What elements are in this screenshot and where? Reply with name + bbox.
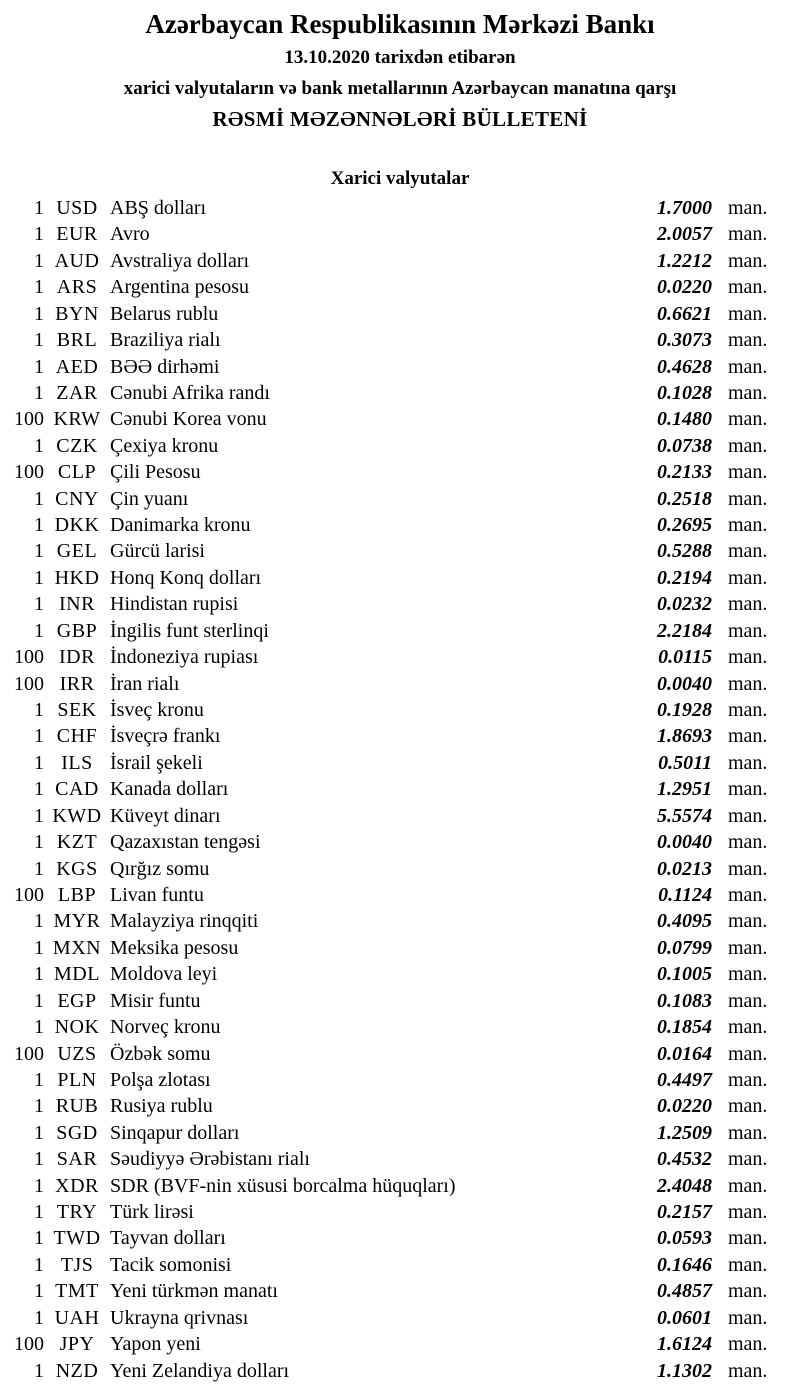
rate-cell: 0.4532 (657, 1148, 712, 1171)
table-row (0, 723, 800, 749)
table-row (0, 565, 800, 591)
currency-name-cell: Ukrayna qrivnası (110, 1306, 249, 1329)
rate-cell: 0.4497 (657, 1068, 712, 1091)
currency-name-cell: Tacik somonisi (110, 1253, 232, 1276)
rate-cell: 0.0738 (657, 434, 712, 457)
rate-cell: 0.6621 (657, 302, 712, 325)
currency-name-cell: Tayvan dolları (110, 1227, 226, 1250)
unit-cell: man. (728, 936, 768, 959)
table-row (0, 776, 800, 802)
currency-name-cell: İsveçrə frankı (110, 725, 221, 748)
unit-cell: man. (728, 461, 768, 484)
table-row (0, 882, 800, 908)
currency-name-cell: İngilis funt sterlinqi (110, 619, 269, 642)
quantity-cell: 1 (34, 381, 44, 404)
unit-cell: man. (728, 381, 768, 404)
currency-code-cell: HKD (54, 566, 100, 589)
rate-cell: 0.2157 (657, 1201, 712, 1224)
currency-code-cell: NZD (55, 1359, 99, 1382)
rate-cell: 1.2212 (657, 249, 712, 272)
quantity-cell: 1 (34, 857, 44, 880)
quantity-cell: 1 (34, 249, 44, 272)
table-row (0, 1358, 800, 1384)
currency-name-cell: Belarus rublu (110, 302, 219, 325)
currency-code-cell: IRR (59, 672, 95, 695)
table-row (0, 1331, 800, 1357)
currency-name-cell: İsveç kronu (110, 699, 204, 722)
currency-code-cell: BRL (56, 329, 98, 352)
unit-cell: man. (728, 1333, 768, 1356)
unit-cell: man. (728, 857, 768, 880)
table-row (0, 459, 800, 485)
unit-cell: man. (728, 751, 768, 774)
currency-name-cell: Argentina pesosu (110, 276, 250, 299)
effective-date-line: 13.10.2020 tarixdən etibarən (284, 47, 516, 68)
rate-cell: 1.8693 (657, 725, 712, 748)
currency-code-cell: MDL (54, 963, 100, 986)
currency-name-cell: Cənubi Afrika randı (110, 381, 270, 404)
currency-code-cell: SGD (56, 1121, 98, 1144)
quantity-cell: 1 (34, 540, 44, 563)
unit-cell: man. (728, 646, 768, 669)
unit-cell: man. (728, 1359, 768, 1382)
currency-name-cell: İsrail şekeli (110, 751, 203, 774)
table-row (0, 195, 800, 221)
currency-code-cell: NOK (54, 1016, 100, 1039)
currency-code-cell: GEL (56, 540, 98, 563)
table-row (0, 327, 800, 353)
quantity-cell: 1 (34, 699, 44, 722)
unit-cell: man. (728, 197, 768, 219)
currency-name-cell: İran rialı (110, 672, 180, 695)
currency-code-cell: USD (56, 197, 98, 219)
currency-name-cell: Meksika pesosu (110, 936, 239, 959)
bulletin-header (0, 0, 800, 133)
unit-cell: man. (728, 276, 768, 299)
quantity-cell: 100 (14, 646, 44, 669)
quantity-cell: 1 (34, 302, 44, 325)
currency-code-cell: IDR (59, 646, 95, 669)
rate-cell: 0.0213 (657, 857, 712, 880)
rate-cell: 0.1124 (658, 883, 712, 906)
quantity-cell: 100 (14, 672, 44, 695)
currency-name-cell: Rusiya rublu (110, 1095, 213, 1118)
rate-cell: 0.1646 (657, 1253, 712, 1276)
quantity-cell: 1 (34, 1121, 44, 1144)
quantity-cell: 100 (14, 1333, 44, 1356)
unit-cell: man. (728, 725, 768, 748)
rate-cell: 0.0220 (657, 1095, 712, 1118)
unit-cell: man. (728, 1095, 768, 1118)
quantity-cell: 100 (14, 1042, 44, 1065)
table-row (0, 856, 800, 882)
currency-name-cell: Braziliya rialı (110, 329, 221, 352)
table-row (0, 1093, 800, 1119)
currency-code-cell: KGS (56, 857, 98, 880)
unit-cell: man. (728, 329, 768, 352)
quantity-cell: 1 (34, 1174, 44, 1197)
currency-code-cell: INR (59, 593, 95, 616)
currency-name-cell: Türk lirəsi (110, 1201, 194, 1224)
quantity-cell: 1 (34, 1280, 44, 1303)
quantity-cell: 1 (34, 1148, 44, 1171)
table-row (0, 988, 800, 1014)
currency-code-cell: BYN (55, 302, 99, 325)
unit-cell: man. (728, 223, 768, 246)
unit-cell: man. (728, 672, 768, 695)
rate-cell: 5.5574 (657, 804, 712, 827)
quantity-cell: 1 (34, 936, 44, 959)
quantity-cell: 1 (34, 514, 44, 537)
currency-name-cell: SDR (BVF-nin xüsusi borcalma hüquqları) (110, 1174, 456, 1197)
currency-name-cell: Çili Pesosu (110, 461, 201, 484)
rate-cell: 1.2509 (657, 1121, 712, 1144)
quantity-cell: 1 (34, 778, 44, 801)
unit-cell: man. (728, 989, 768, 1012)
quantity-cell: 1 (34, 1095, 44, 1118)
quantity-cell: 1 (34, 1253, 44, 1276)
rate-cell: 0.3073 (657, 329, 712, 352)
unit-cell: man. (728, 1174, 768, 1197)
currency-name-cell: İndoneziya rupiası (110, 646, 259, 669)
table-row (0, 908, 800, 934)
currency-code-cell: JPY (59, 1333, 95, 1356)
unit-cell: man. (728, 1068, 768, 1091)
unit-cell: man. (728, 910, 768, 933)
table-row (0, 750, 800, 776)
rate-cell: 2.0057 (657, 223, 712, 246)
quantity-cell: 1 (34, 1306, 44, 1329)
currency-code-cell: EGP (57, 989, 97, 1012)
currency-code-cell: UAH (54, 1306, 100, 1329)
table-row (0, 1225, 800, 1251)
currency-name-cell: Norveç kronu (110, 1016, 221, 1039)
quantity-cell: 1 (34, 1201, 44, 1224)
unit-cell: man. (728, 1306, 768, 1329)
table-row (0, 961, 800, 987)
rate-cell: 1.6124 (657, 1333, 712, 1356)
quantity-cell: 1 (34, 725, 44, 748)
currency-code-cell: LBP (57, 883, 97, 906)
unit-cell: man. (728, 831, 768, 854)
rates-table-body (0, 195, 800, 1384)
currency-name-cell: Özbək somu (110, 1042, 211, 1065)
currency-name-cell: Misir funtu (110, 989, 201, 1012)
table-row (0, 803, 800, 829)
unit-cell: man. (728, 963, 768, 986)
currency-code-cell: ZAR (56, 381, 98, 404)
currency-code-cell: EUR (56, 223, 98, 246)
currency-code-cell: ARS (56, 276, 98, 299)
currency-code-cell: KWD (52, 804, 102, 827)
rate-cell: 0.1928 (657, 699, 712, 722)
currency-name-cell: Moldova leyi (110, 963, 218, 986)
quantity-cell: 1 (34, 566, 44, 589)
currency-code-cell: MXN (52, 936, 102, 959)
currency-name-cell: Livan funtu (110, 883, 204, 906)
table-row (0, 248, 800, 274)
currency-name-cell: Gürcü larisi (110, 540, 205, 563)
unit-cell: man. (728, 1201, 768, 1224)
currency-name-cell: Çin yuanı (110, 487, 189, 510)
rate-cell: 0.1083 (657, 989, 712, 1012)
currency-code-cell: TMT (55, 1280, 99, 1303)
table-row (0, 406, 800, 432)
table-row (0, 1014, 800, 1040)
quantity-cell: 1 (34, 831, 44, 854)
unit-cell: man. (728, 1042, 768, 1065)
rate-cell: 0.0040 (657, 831, 712, 854)
quantity-cell: 1 (34, 355, 44, 378)
table-row (0, 644, 800, 670)
quantity-cell: 100 (14, 408, 44, 431)
rate-cell: 1.2951 (657, 778, 712, 801)
unit-cell: man. (728, 355, 768, 378)
unit-cell: man. (728, 514, 768, 537)
unit-cell: man. (728, 1148, 768, 1171)
quantity-cell: 1 (34, 1068, 44, 1091)
rate-cell: 0.1480 (657, 408, 712, 431)
table-row (0, 380, 800, 406)
currency-name-cell: Kanada dolları (110, 778, 229, 801)
currency-name-cell: Honq Konq dolları (110, 566, 262, 589)
rate-cell: 2.2184 (657, 619, 712, 642)
currency-code-cell: XDR (55, 1174, 99, 1197)
unit-cell: man. (728, 434, 768, 457)
rate-cell: 0.0601 (657, 1306, 712, 1329)
unit-cell: man. (728, 593, 768, 616)
rate-cell: 0.2133 (657, 461, 712, 484)
quantity-cell: 1 (34, 1016, 44, 1039)
quantity-cell: 1 (34, 487, 44, 510)
quantity-cell: 1 (34, 1359, 44, 1382)
currency-name-cell: Yeni Zelandiya dolları (110, 1359, 290, 1382)
currency-code-cell: KRW (53, 408, 101, 431)
table-row (0, 591, 800, 617)
currency-name-cell: Danimarka kronu (110, 514, 251, 537)
quantity-cell: 1 (34, 434, 44, 457)
unit-cell: man. (728, 249, 768, 272)
rate-cell: 0.0115 (658, 646, 712, 669)
unit-cell: man. (728, 540, 768, 563)
rate-cell: 0.2695 (657, 514, 712, 537)
rate-cell: 0.0220 (657, 276, 712, 299)
table-row (0, 1173, 800, 1199)
currency-name-cell: Sinqapur dolları (110, 1121, 240, 1144)
unit-cell: man. (728, 408, 768, 431)
table-row (0, 829, 800, 855)
rate-cell: 0.5288 (657, 540, 712, 563)
table-row (0, 1146, 800, 1172)
currency-name-cell: Səudiyyə Ərəbistanı rialı (110, 1148, 310, 1171)
unit-cell: man. (728, 1121, 768, 1144)
table-row (0, 221, 800, 247)
unit-cell: man. (728, 302, 768, 325)
rate-cell: 0.2194 (657, 566, 712, 589)
currency-code-cell: PLN (57, 1068, 97, 1091)
currency-code-cell: AED (55, 355, 99, 378)
currency-name-cell: Avro (110, 223, 150, 246)
table-row (0, 354, 800, 380)
currency-code-cell: SEK (57, 699, 97, 722)
unit-cell: man. (728, 1227, 768, 1250)
table-row (0, 1252, 800, 1278)
currency-code-cell: CNY (55, 487, 99, 510)
currency-code-cell: CZK (56, 434, 98, 457)
quantity-cell: 1 (34, 804, 44, 827)
rate-cell: 0.0040 (657, 672, 712, 695)
currency-code-cell: RUB (55, 1095, 99, 1118)
unit-cell: man. (728, 883, 768, 906)
table-row (0, 1041, 800, 1067)
quantity-cell: 1 (34, 910, 44, 933)
currency-code-cell: TJS (60, 1253, 94, 1276)
unit-cell: man. (728, 778, 768, 801)
rate-cell: 0.0799 (657, 936, 712, 959)
quantity-cell: 1 (34, 751, 44, 774)
currency-name-cell: Çexiya kronu (110, 434, 219, 457)
table-row (0, 1120, 800, 1146)
table-row (0, 935, 800, 961)
currency-code-cell: CLP (57, 461, 97, 484)
table-row (0, 618, 800, 644)
currency-name-cell: Avstraliya dolları (110, 249, 250, 272)
rate-cell: 0.1854 (657, 1016, 712, 1039)
currency-name-cell: Yapon yeni (110, 1333, 201, 1356)
rate-cell: 0.4857 (657, 1280, 712, 1303)
unit-cell: man. (728, 1280, 768, 1303)
currency-name-cell: Hindistan rupisi (110, 593, 239, 616)
rate-cell: 0.1028 (657, 381, 712, 404)
unit-cell: man. (728, 566, 768, 589)
currency-name-cell: BƏƏ dirhəmi (110, 355, 220, 378)
rate-cell: 0.4628 (657, 355, 712, 378)
bulletin-title: RƏSMİ MƏZƏNNƏLƏRİ BÜLLETENİ (212, 107, 588, 131)
table-row (0, 697, 800, 723)
currency-code-cell: UZS (57, 1042, 97, 1065)
table-row (0, 433, 800, 459)
section-title-foreign-currencies: Xarici valyutalar (330, 168, 470, 189)
currency-name-cell: ABŞ dolları (110, 197, 207, 219)
quantity-cell: 1 (34, 1227, 44, 1250)
unit-cell: man. (728, 1253, 768, 1276)
table-row (0, 512, 800, 538)
currency-code-cell: TRY (56, 1201, 98, 1224)
rate-cell: 1.1302 (657, 1359, 712, 1382)
unit-cell: man. (728, 699, 768, 722)
table-row (0, 486, 800, 512)
currency-name-cell: Malayziya rinqqiti (110, 910, 259, 933)
rate-cell: 0.0593 (657, 1227, 712, 1250)
quantity-cell: 1 (34, 593, 44, 616)
table-row (0, 538, 800, 564)
subtitle-line: xarici valyutaların və bank metallarının Azərbaycan manatına qarşı (123, 78, 677, 99)
currency-name-cell: Yeni türkmən manatı (110, 1280, 278, 1303)
quantity-cell: 1 (34, 197, 44, 219)
currency-code-cell: DKK (54, 514, 100, 537)
rate-cell: 0.1005 (657, 963, 712, 986)
unit-cell: man. (728, 487, 768, 510)
rate-cell: 2.4048 (657, 1174, 712, 1197)
currency-name-cell: Qırğız somu (110, 857, 210, 880)
unit-cell: man. (728, 619, 768, 642)
currency-code-cell: ILS (61, 751, 93, 774)
quantity-cell: 100 (14, 883, 44, 906)
currency-name-cell: Polşa zlotası (110, 1068, 211, 1091)
rate-cell: 0.0164 (657, 1042, 712, 1065)
quantity-cell: 100 (14, 461, 44, 484)
currency-code-cell: CHF (56, 725, 98, 748)
table-row (0, 1305, 800, 1331)
table-row (0, 1278, 800, 1304)
currency-code-cell: MYR (53, 910, 101, 933)
currency-code-cell: KZT (56, 831, 98, 854)
unit-cell: man. (728, 804, 768, 827)
table-row (0, 1067, 800, 1093)
rate-cell: 0.5011 (658, 751, 712, 774)
currency-name-cell: Küveyt dinarı (110, 804, 221, 827)
table-row (0, 671, 800, 697)
quantity-cell: 1 (34, 223, 44, 246)
bank-title: Azərbaycan Respublikasının Mərkəzi Bankı (145, 9, 655, 39)
currency-code-cell: SAR (56, 1148, 98, 1171)
quantity-cell: 1 (34, 989, 44, 1012)
quantity-cell: 1 (34, 619, 44, 642)
currency-code-cell: CAD (55, 778, 99, 801)
rate-cell: 0.2518 (657, 487, 712, 510)
rate-cell: 0.0232 (657, 593, 712, 616)
exchange-rates-table (0, 195, 800, 1384)
currency-code-cell: AUD (54, 249, 100, 272)
currency-name-cell: Qazaxıstan tengəsi (110, 831, 261, 854)
currency-name-cell: Cənubi Korea vonu (110, 408, 267, 431)
currency-code-cell: GBP (56, 619, 98, 642)
currency-code-cell: TWD (53, 1227, 101, 1250)
table-row (0, 274, 800, 300)
table-row (0, 301, 800, 327)
quantity-cell: 1 (34, 963, 44, 986)
quantity-cell: 1 (34, 276, 44, 299)
unit-cell: man. (728, 1016, 768, 1039)
rate-cell: 1.7000 (657, 197, 712, 219)
quantity-cell: 1 (34, 329, 44, 352)
rate-cell: 0.4095 (657, 910, 712, 933)
table-row (0, 1199, 800, 1225)
